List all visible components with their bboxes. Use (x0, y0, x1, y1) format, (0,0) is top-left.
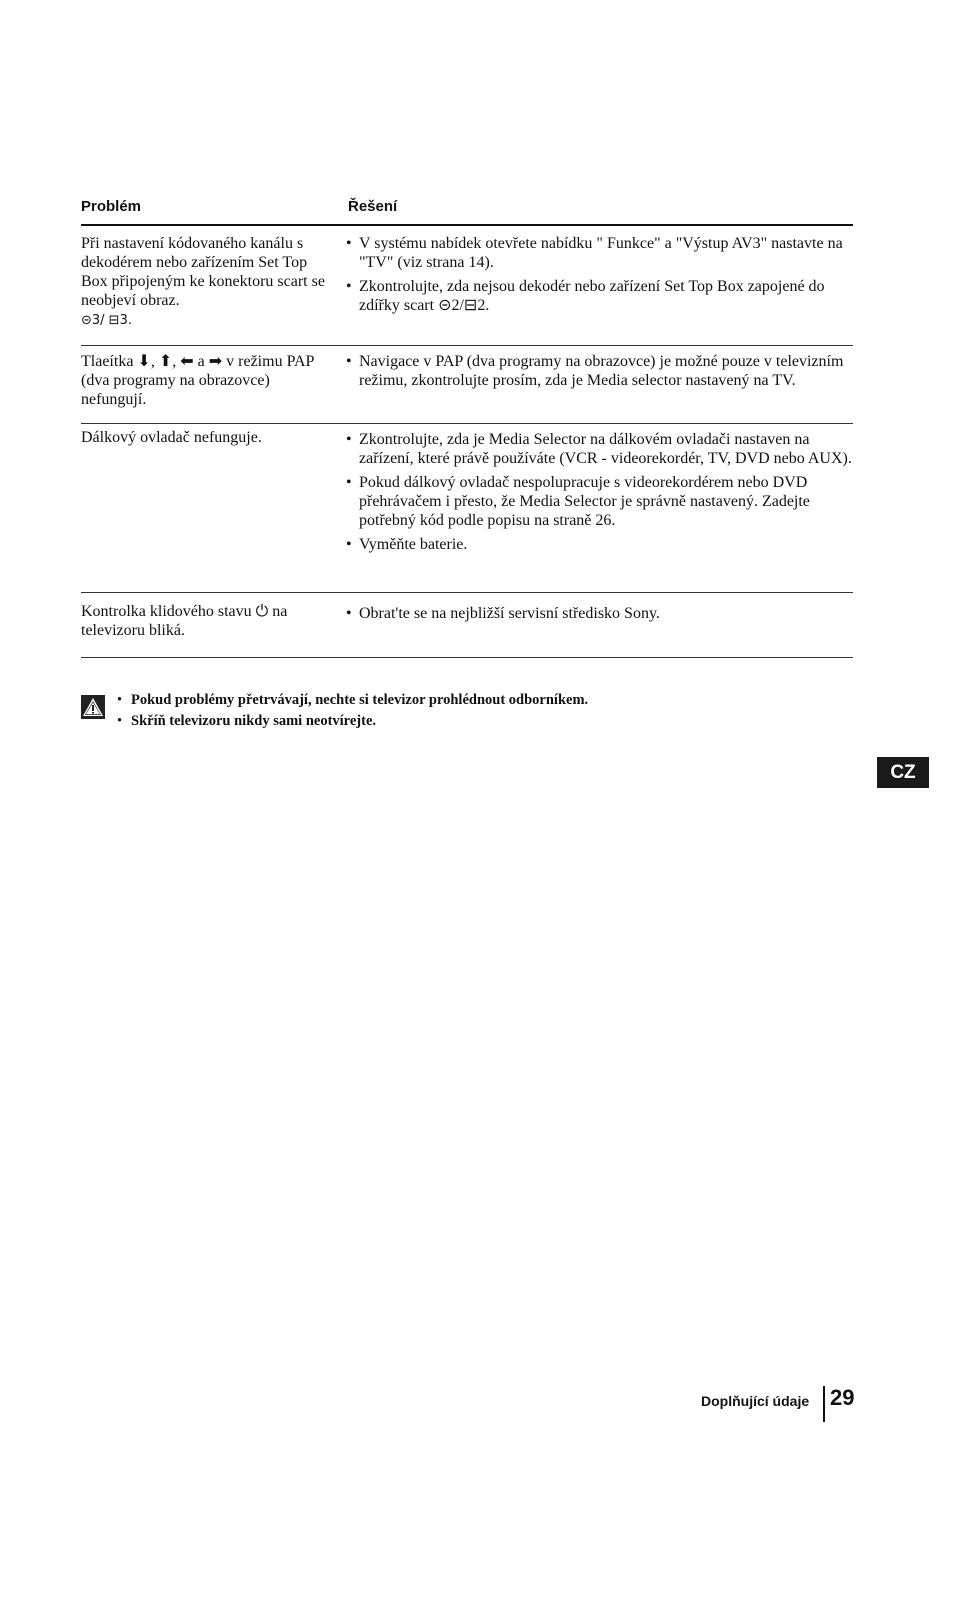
table-row (81, 593, 853, 658)
table-header (81, 190, 853, 226)
solution-item: • Navigace v PAP (dva programy na obrazovce) je možné pouze v televizním režimu, zkontrolujte prosím, zda je Media selector nastavený na TV. (346, 353, 844, 389)
troubleshooting-table (81, 190, 853, 658)
solution-cell (346, 604, 856, 628)
scart-input-icon-text: ⊝3/ ⊟3. (81, 313, 132, 328)
page-number: 29 (830, 1385, 855, 1410)
header-solution: Řešení (348, 198, 398, 215)
warning-list (117, 690, 588, 732)
table-row (81, 226, 853, 346)
solution-item: • Zkontrolujte, zda nejsou dekodér nebo zařízení Set Top Box zapojené do zdířky scart ⊝2/⊟2. (346, 278, 825, 314)
solution-cell (346, 352, 856, 395)
solution-item: • V systému nabídek otevřete nabídku " Funkce" a "Výstup AV3" nastavte na "TV" (viz strana 14). (346, 235, 843, 271)
solution-item: • Zkontrolujte, zda je Media Selector na dálkovém ovladači nastaven na zařízení, které právě používáte (VCR - videorekordér, TV, DVD nebo AUX). (346, 431, 852, 467)
solution-item: • Pokud dálkový ovladač nespolupracuje s videorekordérem nebo DVD přehrávačem i přesto, že Media Selector je správně nastavený. Zadejte potřebný kód podle popisu na straně 26. (346, 474, 810, 529)
warning-icon (81, 695, 105, 719)
table-row (81, 424, 853, 593)
solution-cell (346, 430, 856, 559)
table-row (81, 346, 853, 424)
solution-item: • Obrat'te se na nejbližší servisní středisko Sony. (346, 605, 660, 622)
solution-item: • Vyměňte baterie. (346, 536, 468, 553)
row-divider (81, 657, 853, 658)
header-problem: Problém (81, 198, 142, 215)
language-tab: CZ (877, 757, 929, 788)
footer-section-label: Doplňující údaje (701, 1393, 810, 1409)
warning-item: • Skříň televizoru nikdy sami neotvírejte. (117, 713, 377, 729)
problem-cell: Dálkový ovladač nefunguje. (81, 429, 262, 446)
solution-cell (346, 234, 856, 320)
problem-text: Při nastavení kódovaného kanálu s dekodérem nebo zařízením Set Top Box připojeným ke konektoru scart se neobjeví obraz. (81, 235, 325, 309)
problem-cell (81, 234, 336, 330)
problem-cell: Kontrolka klidového stavu ⏻ na televizoru bliká. (81, 603, 288, 639)
footer-divider (823, 1386, 825, 1422)
problem-cell: Tlaeítka ⬇, ⬆, ⬅ a ➡ v režimu PAP (dva programy na obrazovce) nefungují. (81, 353, 314, 408)
warning-item: • Pokud problémy přetrvávají, nechte si televizor prohlédnout odborníkem. (117, 692, 589, 708)
